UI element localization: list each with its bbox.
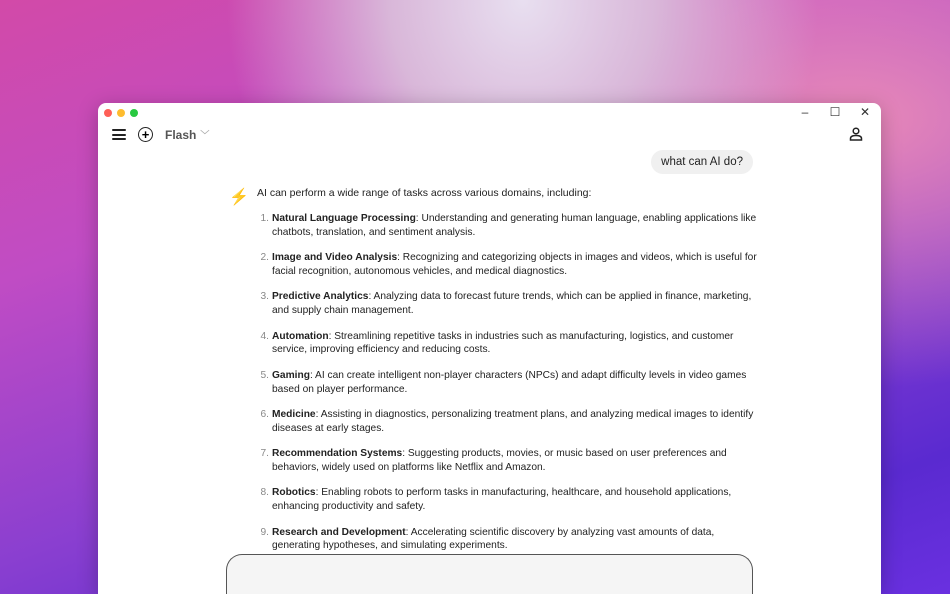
minimize-icon[interactable]: –: [801, 105, 809, 119]
model-name: Flash: [165, 127, 197, 142]
item-text: : Enabling robots to perform tasks in manufacturing, healthcare, and household applications, enhancing productivity and safety.: [272, 487, 732, 513]
item-text: : Understanding and generating human language, enabling applications like chatbots, translation, and sentiment analysis.: [272, 213, 757, 238]
item-number: 7.: [260, 448, 269, 460]
item-number: 9.: [260, 526, 269, 538]
list-item: [257, 369, 757, 397]
item-title: Image and Video Analysis: [272, 252, 398, 264]
list-item: [257, 526, 757, 554]
item-title: Research and Development: [272, 526, 406, 538]
item-number: 6.: [260, 408, 269, 420]
close-window-button[interactable]: [104, 109, 112, 117]
user-message: what can AI do?: [651, 150, 753, 174]
message-input[interactable]: [226, 554, 753, 594]
chevron-down-icon: ﹀: [200, 130, 210, 140]
close-icon[interactable]: ✕: [859, 105, 871, 119]
zoom-window-button[interactable]: [130, 109, 138, 117]
item-title: Robotics: [272, 487, 316, 499]
new-chat-icon[interactable]: +: [138, 127, 153, 142]
model-selector[interactable]: [165, 128, 209, 142]
item-title: Natural Language Processing: [272, 213, 416, 224]
minimize-window-button[interactable]: [117, 109, 125, 117]
item-text: : Streamlining repetitive tasks in industries such as manufacturing, logistics, and customer service, improving efficiency and reducing costs.: [272, 330, 734, 356]
item-text: : AI can create intelligent non-player characters (NPCs) and adapt difficulty levels in video games based on player performance.: [272, 369, 747, 395]
item-number: 4.: [260, 330, 269, 342]
item-title: Automation: [272, 330, 329, 342]
app-window: [98, 103, 881, 594]
item-text: : Suggesting products, movies, or music based on user preferences and behaviors, widely used on platforms like Netflix and Amazon.: [272, 448, 727, 473]
list-item: [257, 251, 757, 279]
menu-icon[interactable]: [112, 129, 126, 140]
response-list: [257, 212, 757, 565]
item-number: 3.: [260, 291, 269, 303]
list-item: [257, 408, 757, 436]
item-title: Recommendation Systems: [272, 448, 403, 460]
user-icon[interactable]: [849, 127, 863, 141]
item-title: Medicine: [272, 408, 316, 420]
item-number: 2.: [260, 252, 269, 264]
maximize-icon[interactable]: ☐: [829, 105, 841, 119]
item-title: Predictive Analytics: [272, 291, 369, 303]
item-number: 8.: [260, 487, 269, 499]
list-item: [257, 212, 757, 240]
list-item: [257, 330, 757, 358]
item-number: 1.: [260, 213, 269, 224]
item-title: Gaming: [272, 369, 310, 381]
list-item: [257, 290, 757, 318]
item-text: : Recognizing and categorizing objects in images and videos, which is useful for facial recognition, autonomous vehicles, and medical diagnostics.: [272, 252, 757, 277]
item-number: 5.: [260, 369, 269, 381]
item-text: : Assisting in diagnostics, personalizing treatment plans, and analyzing medical images to identify diseases at early stages.: [272, 408, 754, 434]
bolt-icon: ⚡: [229, 189, 249, 206]
item-text: : Accelerating scientific discovery by analyzing vast amounts of data, generating hypotheses, and simulating experiments.: [272, 526, 715, 552]
item-text: : Analyzing data to forecast future trends, which can be applied in finance, marketing, and supply chain management.: [272, 291, 752, 317]
list-item: [257, 486, 757, 514]
response-intro: AI can perform a wide range of tasks across various domains, including:: [257, 187, 592, 199]
list-item: [257, 447, 757, 475]
